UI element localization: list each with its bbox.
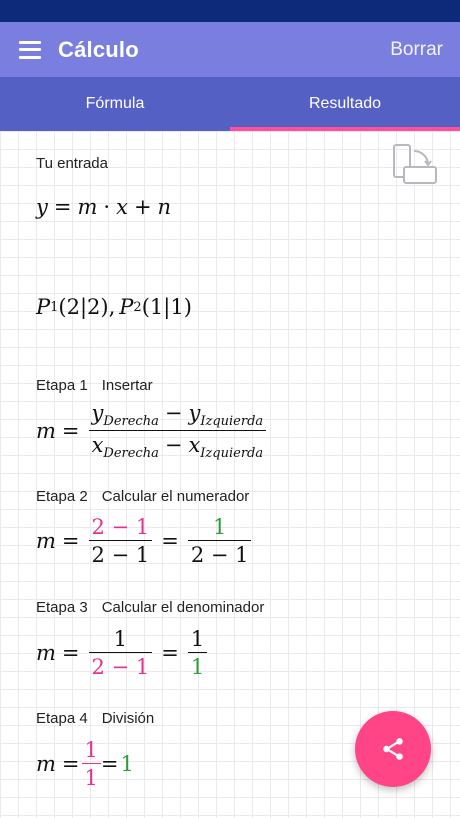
input-points: P 1 (2|2), P 2 (1|1) [36, 295, 192, 319]
input-formula: y = m · x + n [36, 195, 172, 219]
share-icon [380, 736, 406, 762]
step-3-formula: m = $\frac{1}{2 - 1}$ = $\frac{1}{1}$ [36, 627, 210, 679]
menu-icon[interactable] [19, 41, 41, 59]
status-bar [0, 0, 460, 22]
app-bar [0, 22, 460, 77]
step-2-label: Etapa 2 Calcular el numerador [36, 488, 250, 505]
step-1-formula: m = $\frac{y_{Derecha} - y_{Izquierda}}{x_{Derecha} - x_{Izquierda}}$ [36, 401, 269, 461]
tab-formula[interactable]: Fórmula [85, 95, 145, 112]
step-3-label: Etapa 3 Calcular el denominador [36, 599, 265, 616]
clear-button[interactable]: Borrar [390, 38, 443, 60]
step-2-formula: m = $\frac{2 - 1}{2 - 1}$ = $\frac{1}{2 - 1}$ [36, 515, 254, 567]
step-1-label: Etapa 1 Insertar [36, 377, 153, 394]
result-panel[interactable] [0, 131, 460, 818]
screen-rotation-icon[interactable] [392, 143, 438, 185]
step-4-formula: m = $\frac{1}{1}$ = 1 [36, 738, 134, 790]
share-button[interactable] [355, 711, 431, 787]
input-label: Tu entrada [36, 155, 108, 172]
step-4-label: Etapa 4 División [36, 710, 155, 727]
page-title: Cálculo [58, 36, 139, 62]
tab-bar [0, 77, 460, 131]
tab-result[interactable]: Resultado [230, 77, 460, 131]
